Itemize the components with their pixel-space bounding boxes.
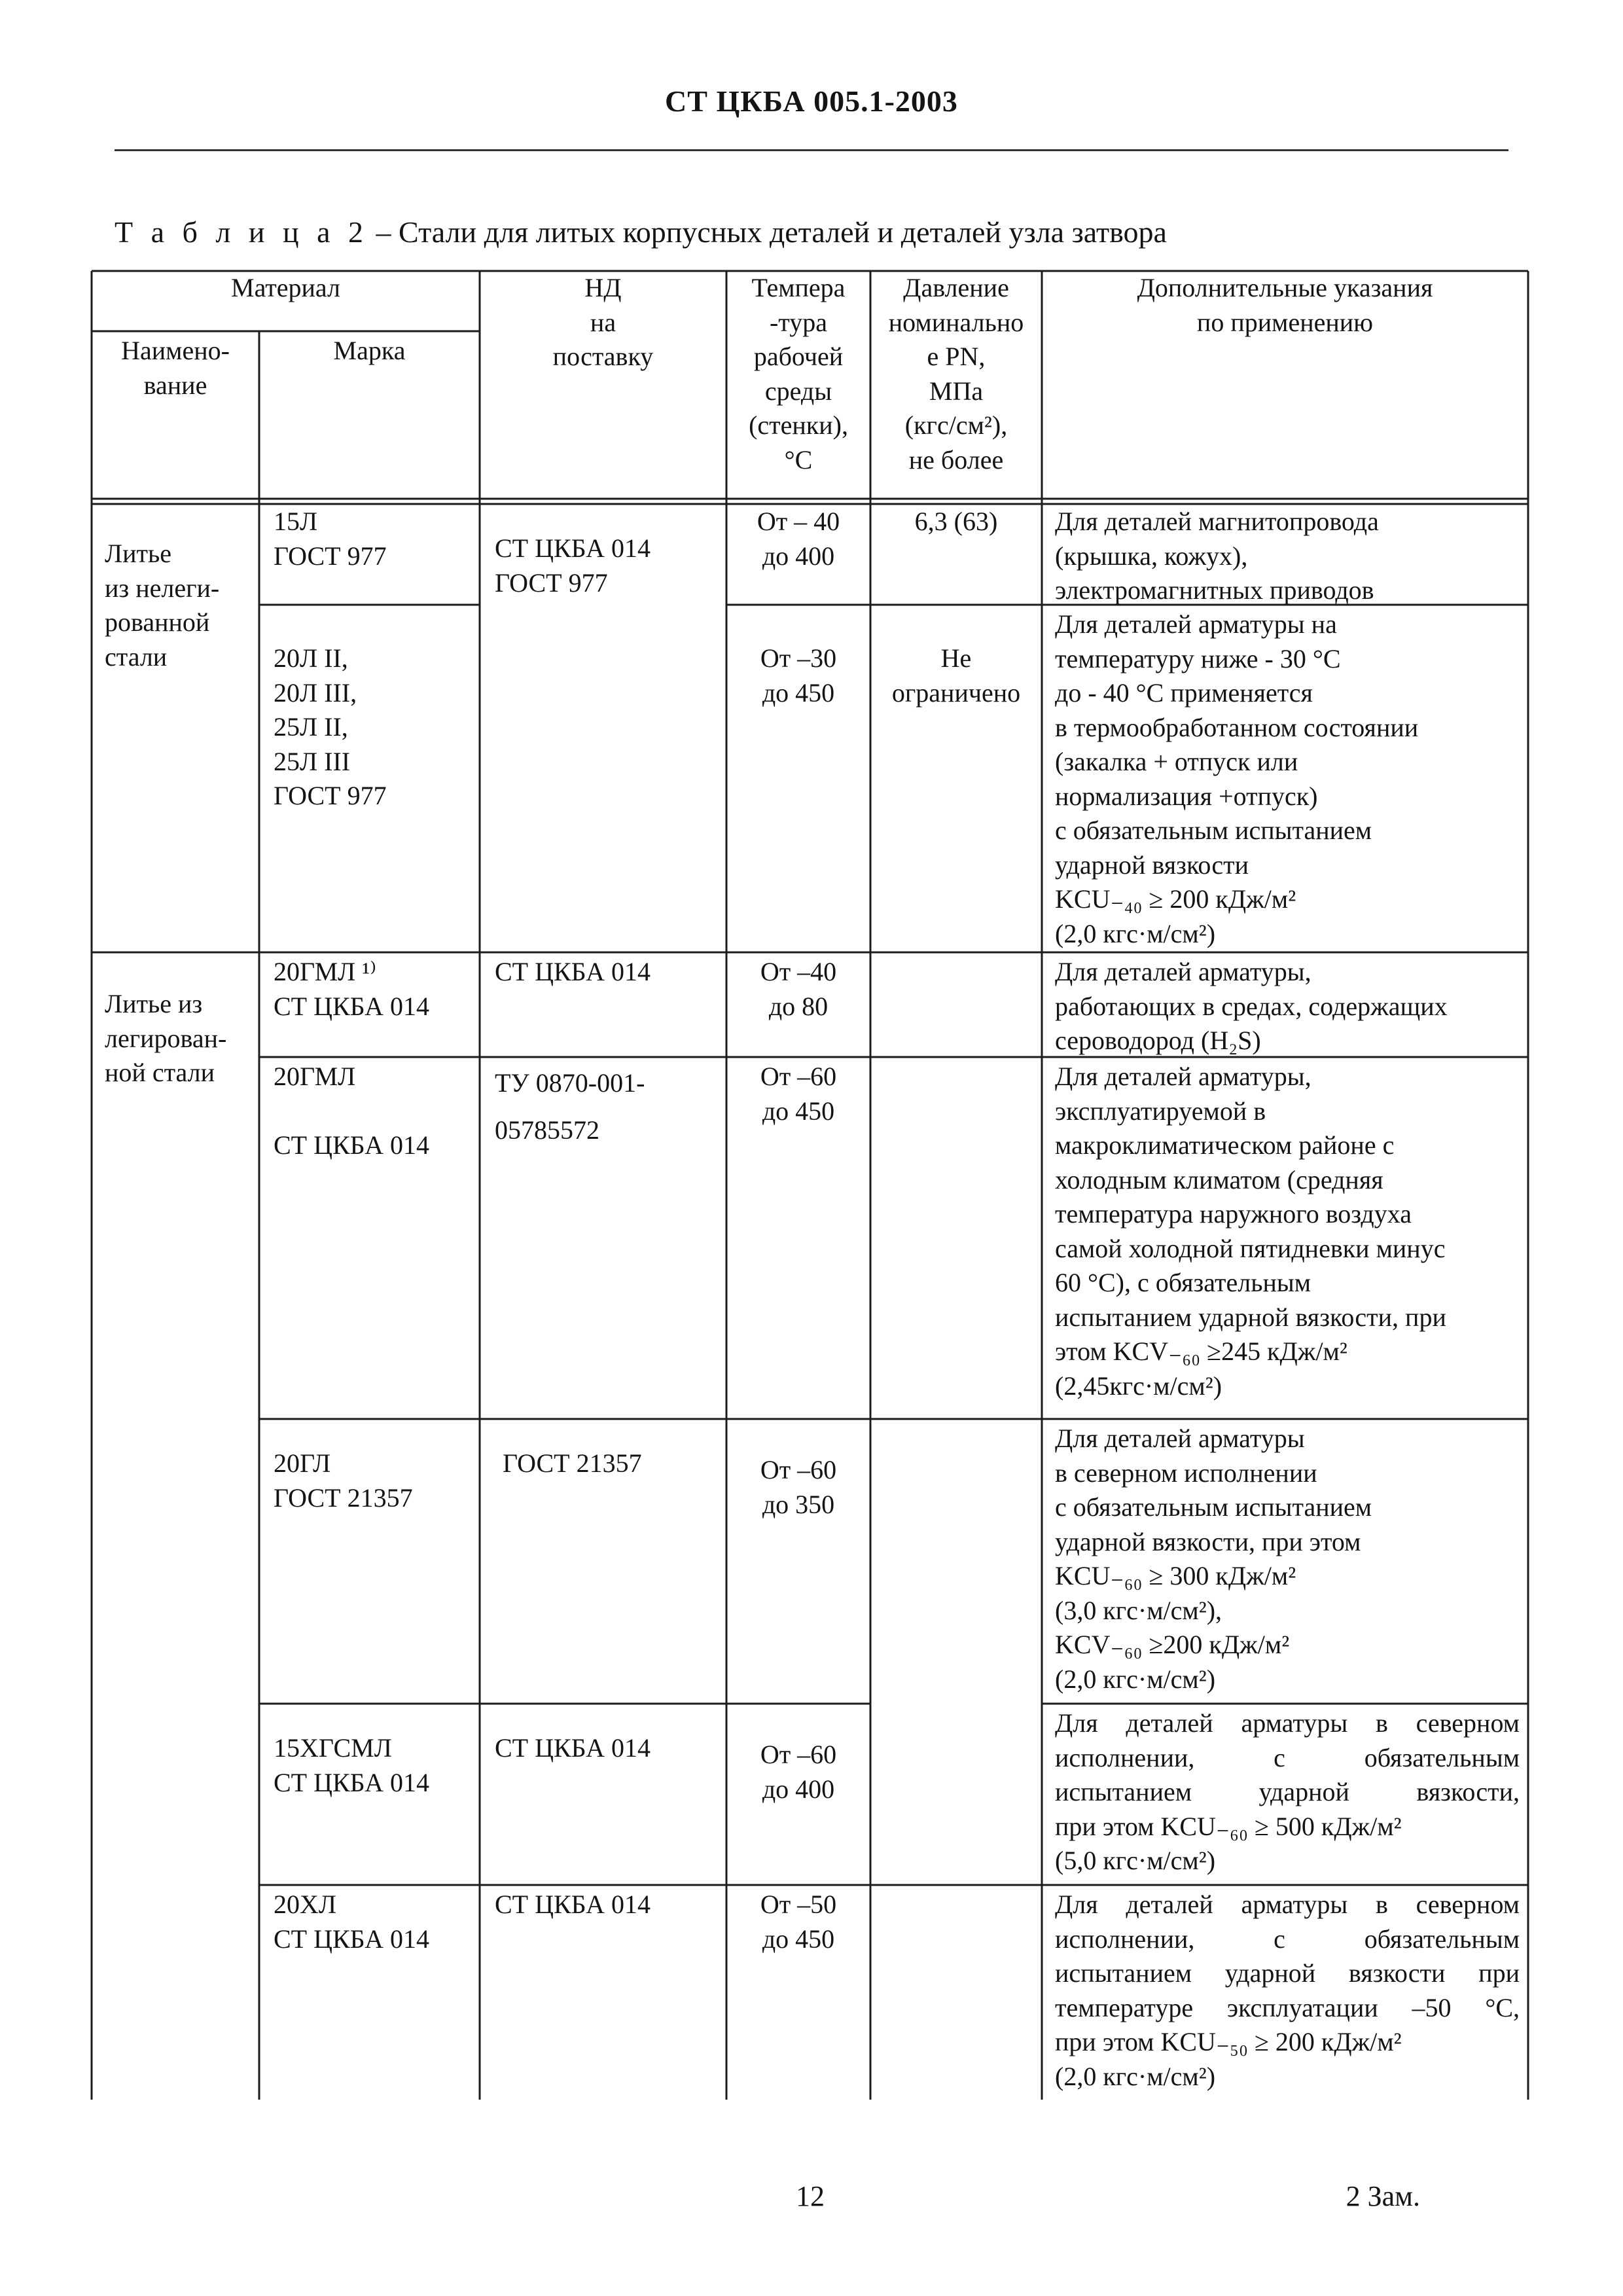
page-number: 12 [796, 2180, 825, 2212]
table-row-6-grade: 20ХЛ СТ ЦКБА 014 [274, 1890, 430, 1954]
table-row-3-notes: Для деталей арматуры, эксплуатируемой в макроклиматическом районе с холодным климатом (средняя температура наружного воздуха самой холодной пятидневки минус 60 °С), с обязательным испытанием ударной вязкости, при этом KCV₋₆₀ ≥245 кДж/м² (2,45кгс·м/см²) [1055, 1062, 1446, 1401]
table-row-1-pressure: Не ограничено [891, 643, 1021, 708]
table-row-2-grade: 20ГМЛ ¹⁾ СТ ЦКБА 014 [274, 957, 430, 1021]
table-row-4-notes: Для деталей арматуры в северном исполнении с обязательным испытанием ударной вязкости, при этом KCU₋₆₀ ≥ 300 кДж/м² (3,0 кгс·м/см²), KCV₋₆₀ ≥200 кДж/м² (2,0 кгс·м/см²) [1055, 1424, 1372, 1694]
header-name: Наимено- вание [121, 336, 230, 400]
header-notes: Дополнительные указания по применению [1137, 273, 1433, 337]
table-row-3-nd: ТУ 0870-001- 05785572 [495, 1068, 645, 1145]
table-row-5-nd: СТ ЦКБА 014 [495, 1733, 651, 1763]
revision-mark: 2 Зам. [1346, 2180, 1420, 2212]
table-caption-text: – Стали для литых корпусных деталей и деталей узла затвора [368, 215, 1167, 249]
table-row-0-notes: Для деталей магнитопровода (крышка, кожух), электромагнитных приводов [1055, 507, 1379, 605]
table-row-1-grade: 20Л II, 20Л III, 25Л II, 25Л III ГОСТ 977 [274, 643, 387, 810]
header-pressure: Давление номинально е PN, МПа (кгс/см²), не более [888, 273, 1024, 475]
header-grade: Марка [333, 336, 406, 365]
table-row-0-pressure: 6,3 (63) [914, 507, 998, 536]
table-row-5-grade: 15ХГСМЛ СТ ЦКБА 014 [274, 1733, 430, 1797]
table-row-6-nd: СТ ЦКБА 014 [495, 1890, 651, 1919]
table-row-2-notes: Для деталей арматуры, работающих в средах, содержащих сероводород (H₂S) [1055, 957, 1448, 1055]
table-row-1-temp: От –30 до 450 [760, 643, 837, 708]
header-temperature: Темпера -тура рабочей среды (стенки), °С [749, 273, 848, 475]
header-nd: НД на поставку [552, 273, 654, 371]
table-row-2-nd: СТ ЦКБА 014 [495, 957, 651, 986]
table-row-0-grade: 15Л ГОСТ 977 [274, 507, 387, 571]
table-row-3-temp: От –60 до 450 [760, 1062, 837, 1126]
table-row-5-notes: Для деталей арматуры в северном исполнении, с обязательным испытанием ударной вязкости, при этом KCU₋₆₀ ≥ 500 кДж/м² (5,0 кгс·м/см²) [1055, 1708, 1520, 1875]
table-row-4-temp: От –60 до 350 [760, 1455, 837, 1519]
table-row-1-notes: Для деталей арматуры на температуру ниже - 30 °С до - 40 °С применяется в термообработанном состоянии (закалка + отпуск или нормализация +отпуск) с обязательным испытанием ударной вязкости KCU₋₄₀ ≥ 200 кДж/м² (2,0 кгс·м/см²) [1055, 609, 1419, 948]
table-row-5-temp: От –60 до 400 [760, 1740, 837, 1804]
table-row-0-temp: От – 40 до 400 [757, 507, 840, 571]
table-caption [115, 215, 1167, 249]
table-row-6-notes: Для деталей арматуры в северном исполнении, с обязательным испытанием ударной вязкости при температуре эксплуатации –50 °С, при этом KCU₋₅₀ ≥ 200 кДж/м² (2,0 кгс·м/см²) [1055, 1890, 1520, 2091]
document-code-header: СТ ЦКБА 005.1-2003 [665, 84, 958, 118]
table-row-6-temp: От –50 до 450 [760, 1890, 837, 1954]
group-name-alloyed: Литье из легирован- ной стали [105, 989, 227, 1087]
table-row-3-grade: 20ГМЛ СТ ЦКБА 014 [274, 1062, 430, 1160]
table-row-4-grade: 20ГЛ ГОСТ 21357 [274, 1448, 413, 1513]
header-rule [115, 149, 1508, 151]
table-caption-prefix: Т а б л и ц а 2 [115, 215, 369, 249]
header-material: Материал [231, 273, 340, 302]
table-row-4-nd: ГОСТ 21357 [503, 1448, 642, 1478]
table-row-2-temp: От –40 до 80 [760, 957, 837, 1021]
group-name-unalloyed: Литье из нелеги- рованной стали [105, 539, 220, 672]
table-row-0-nd: СТ ЦКБА 014 ГОСТ 977 [495, 533, 651, 598]
